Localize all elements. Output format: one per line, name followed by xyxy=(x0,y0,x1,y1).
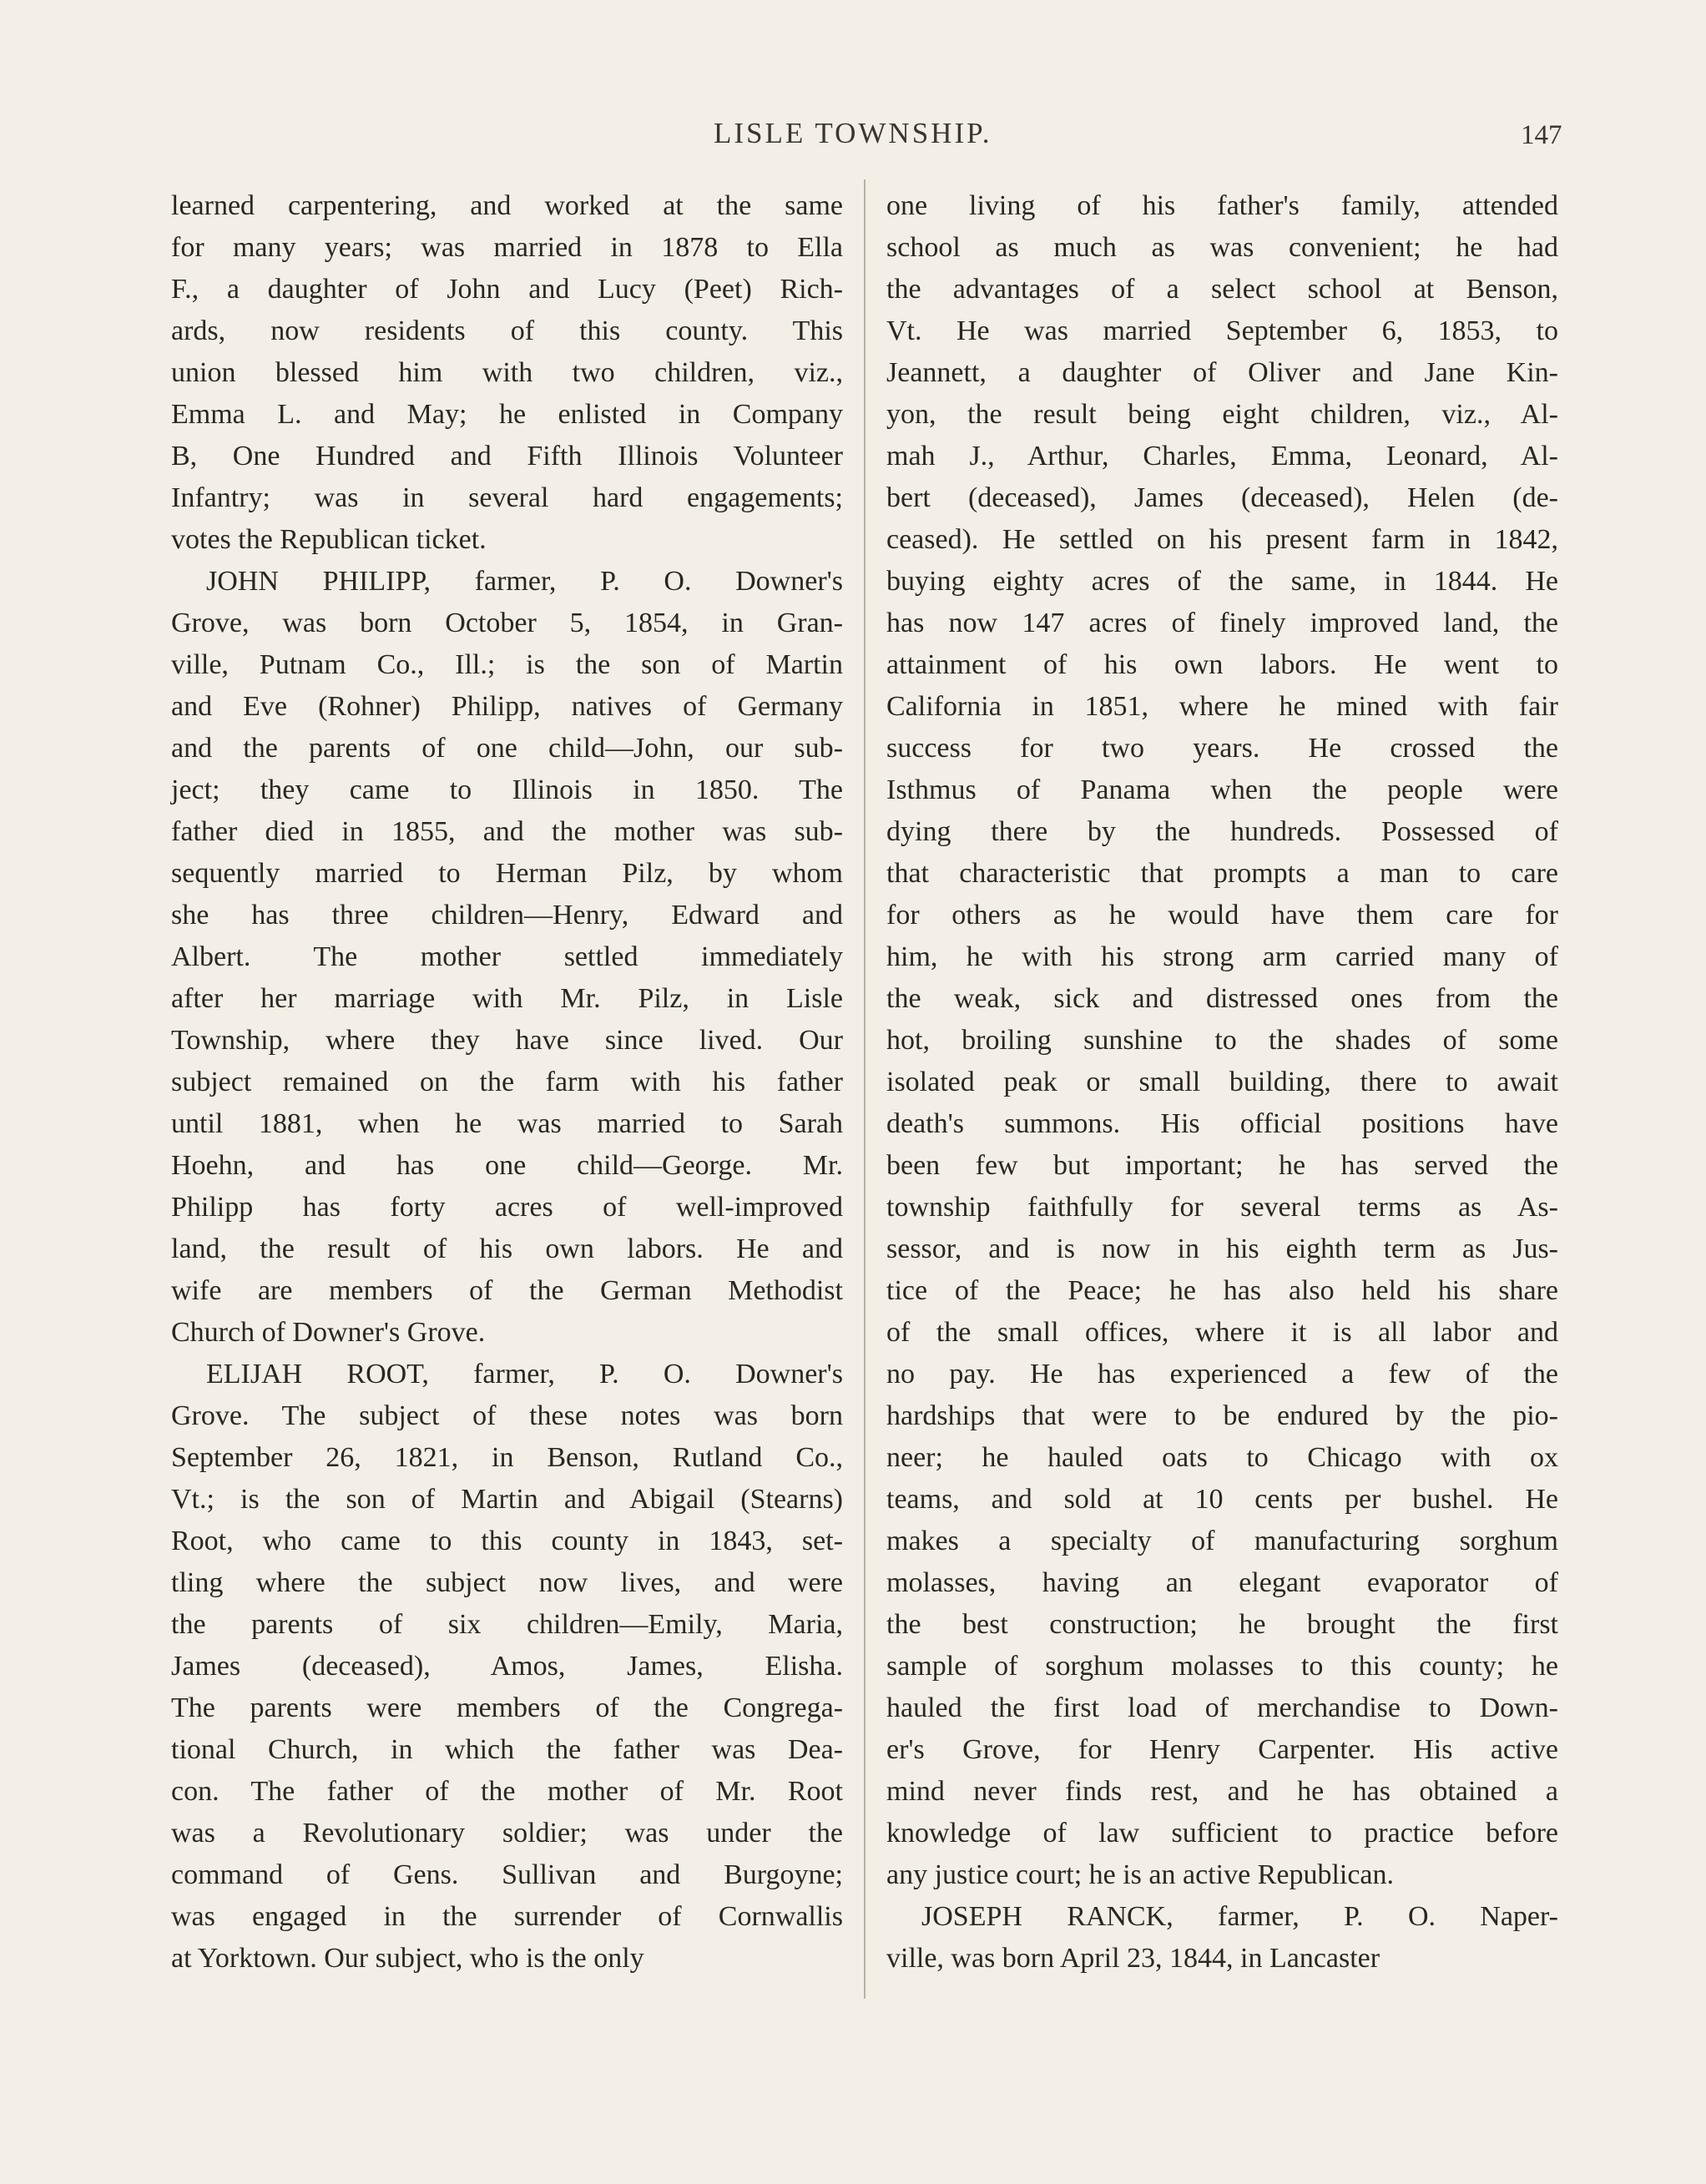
text-line: molasses, having an elegant evaporator of xyxy=(886,1567,1558,1598)
text-line: union blessed him with two children, viz., xyxy=(171,357,843,388)
text-line: at Yorktown. Our subject, who is the only xyxy=(171,1943,644,1974)
text-line: learned carpentering, and worked at the same xyxy=(171,190,843,221)
text-line: was a Revolutionary soldier; was under the xyxy=(171,1818,843,1849)
text-line: for others as he would have them care for xyxy=(886,900,1558,931)
text-line: one living of his father's family, attended xyxy=(886,190,1558,221)
text-line: hauled the first load of merchandise to Down- xyxy=(886,1692,1558,1723)
text-line: bert (deceased), James (deceased), Helen (de- xyxy=(886,482,1558,513)
text-line: votes the Republican ticket. xyxy=(171,524,487,555)
text-line: JOHN PHILIPP, farmer, P. O. Downer's xyxy=(206,566,843,597)
text-line: that characteristic that prompts a man to care xyxy=(886,858,1558,889)
text-line: the advantages of a select school at Benson, xyxy=(886,274,1558,305)
text-line: any justice court; he is an active Republican. xyxy=(886,1859,1395,1890)
text-line: Philipp has forty acres of well-improved xyxy=(171,1192,843,1223)
left-column xyxy=(171,185,843,1980)
text-line: success for two years. He crossed the xyxy=(886,733,1558,764)
text-line: Hoehn, and has one child—George. Mr. xyxy=(171,1150,843,1181)
column-divider xyxy=(864,179,866,1999)
text-line: Grove. The subject of these notes was born xyxy=(171,1400,843,1431)
text-line: makes a specialty of manufacturing sorghum xyxy=(886,1526,1558,1556)
text-line: JOSEPH RANCK, farmer, P. O. Naper- xyxy=(921,1901,1558,1932)
text-line: Vt.; is the son of Martin and Abigail (Stearns) xyxy=(171,1484,843,1515)
text-line: subject remained on the farm with his father xyxy=(171,1067,843,1097)
text-line: land, the result of his own labors. He and xyxy=(171,1233,843,1264)
text-line: school as much as was convenient; he had xyxy=(886,232,1558,263)
text-line: the parents of six children—Emily, Maria, xyxy=(171,1609,843,1640)
text-line: knowledge of law sufficient to practice before xyxy=(886,1818,1558,1849)
text-line: buying eighty acres of the same, in 1844. He xyxy=(886,566,1558,597)
text-line: and the parents of one child—John, our sub- xyxy=(171,733,843,764)
text-line: Albert. The mother settled immediately xyxy=(171,941,843,972)
text-line: ELIJAH ROOT, farmer, P. O. Downer's xyxy=(206,1359,843,1390)
text-line: tional Church, in which the father was Dea- xyxy=(171,1734,843,1765)
text-line: ject; they came to Illinois in 1850. The xyxy=(171,774,843,805)
text-line: teams, and sold at 10 cents per bushel. He xyxy=(886,1484,1558,1515)
text-line: con. The father of the mother of Mr. Root xyxy=(171,1776,843,1807)
text-line: has now 147 acres of finely improved land, the xyxy=(886,608,1558,638)
text-line: ceased). He settled on his present farm in 1842, xyxy=(886,524,1558,555)
text-line: attainment of his own labors. He went to xyxy=(886,649,1558,680)
text-line: Jeannett, a daughter of Oliver and Jane Kin- xyxy=(886,357,1558,388)
text-line: death's summons. His official positions have xyxy=(886,1108,1558,1139)
text-line: Emma L. and May; he enlisted in Company xyxy=(171,399,843,430)
text-line: tling where the subject now lives, and were xyxy=(171,1567,843,1598)
text-line: Grove, was born October 5, 1854, in Gran- xyxy=(171,608,843,638)
text-line: sessor, and is now in his eighth term as Jus- xyxy=(886,1233,1558,1264)
text-line: Infantry; was in several hard engagements; xyxy=(171,482,843,513)
text-line: Isthmus of Panama when the people were xyxy=(886,774,1558,805)
text-line: him, he with his strong arm carried many of xyxy=(886,941,1558,972)
text-line: township faithfully for several terms as As- xyxy=(886,1192,1558,1223)
text-line: mah J., Arthur, Charles, Emma, Leonard, Al- xyxy=(886,441,1558,472)
text-line: wife are members of the German Methodist xyxy=(171,1275,843,1306)
text-line: father died in 1855, and the mother was sub- xyxy=(171,816,843,847)
text-line: and Eve (Rohner) Philipp, natives of Germany xyxy=(171,691,843,722)
text-line: hot, broiling sunshine to the shades of some xyxy=(886,1025,1558,1056)
text-line: Root, who came to this county in 1843, set- xyxy=(171,1526,843,1556)
text-line: California in 1851, where he mined with fair xyxy=(886,691,1558,722)
running-head: LISLE TOWNSHIP. xyxy=(714,117,992,149)
text-line: was engaged in the surrender of Cornwallis xyxy=(171,1901,843,1932)
text-line: September 26, 1821, in Benson, Rutland Co., xyxy=(171,1442,843,1473)
text-line: sample of sorghum molasses to this county; he xyxy=(886,1651,1558,1682)
text-line: for many years; was married in 1878 to Ella xyxy=(171,232,843,263)
text-line: after her marriage with Mr. Pilz, in Lisle xyxy=(171,983,843,1014)
page-number: 147 xyxy=(1521,120,1562,150)
text-line: yon, the result being eight children, viz., Al- xyxy=(886,399,1558,430)
text-line: no pay. He has experienced a few of the xyxy=(886,1359,1558,1390)
text-line: ville, Putnam Co., Ill.; is the son of Martin xyxy=(171,649,843,680)
text-line: she has three children—Henry, Edward and xyxy=(171,900,843,931)
text-line: neer; he hauled oats to Chicago with ox xyxy=(886,1442,1558,1473)
text-line: the weak, sick and distressed ones from the xyxy=(886,983,1558,1014)
text-line: until 1881, when he was married to Sarah xyxy=(171,1108,843,1139)
text-line: B, One Hundred and Fifth Illinois Volunteer xyxy=(171,441,843,472)
text-line: F., a daughter of John and Lucy (Peet) Rich- xyxy=(171,274,843,305)
text-line: been few but important; he has served the xyxy=(886,1150,1558,1181)
text-line: er's Grove, for Henry Carpenter. His active xyxy=(886,1734,1558,1765)
text-line: James (deceased), Amos, James, Elisha. xyxy=(171,1651,843,1682)
text-line: dying there by the hundreds. Possessed of xyxy=(886,816,1558,847)
text-line: ville, was born April 23, 1844, in Lancaster xyxy=(886,1943,1380,1974)
text-line: the best construction; he brought the first xyxy=(886,1609,1558,1640)
right-column xyxy=(886,185,1558,1980)
text-line: isolated peak or small building, there to await xyxy=(886,1067,1558,1097)
text-line: sequently married to Herman Pilz, by whom xyxy=(171,858,843,889)
text-line: tice of the Peace; he has also held his share xyxy=(886,1275,1558,1306)
text-line: mind never finds rest, and he has obtained a xyxy=(886,1776,1558,1807)
text-line: of the small offices, where it is all labor and xyxy=(886,1317,1558,1348)
text-line: Township, where they have since lived. Our xyxy=(171,1025,843,1056)
text-line: hardships that were to be endured by the pio- xyxy=(886,1400,1558,1431)
text-line: Church of Downer's Grove. xyxy=(171,1317,486,1348)
text-line: Vt. He was married September 6, 1853, to xyxy=(886,315,1558,346)
text-line: command of Gens. Sullivan and Burgoyne; xyxy=(171,1859,843,1890)
text-line: The parents were members of the Congrega- xyxy=(171,1692,843,1723)
text-line: ards, now residents of this county. This xyxy=(171,315,843,346)
